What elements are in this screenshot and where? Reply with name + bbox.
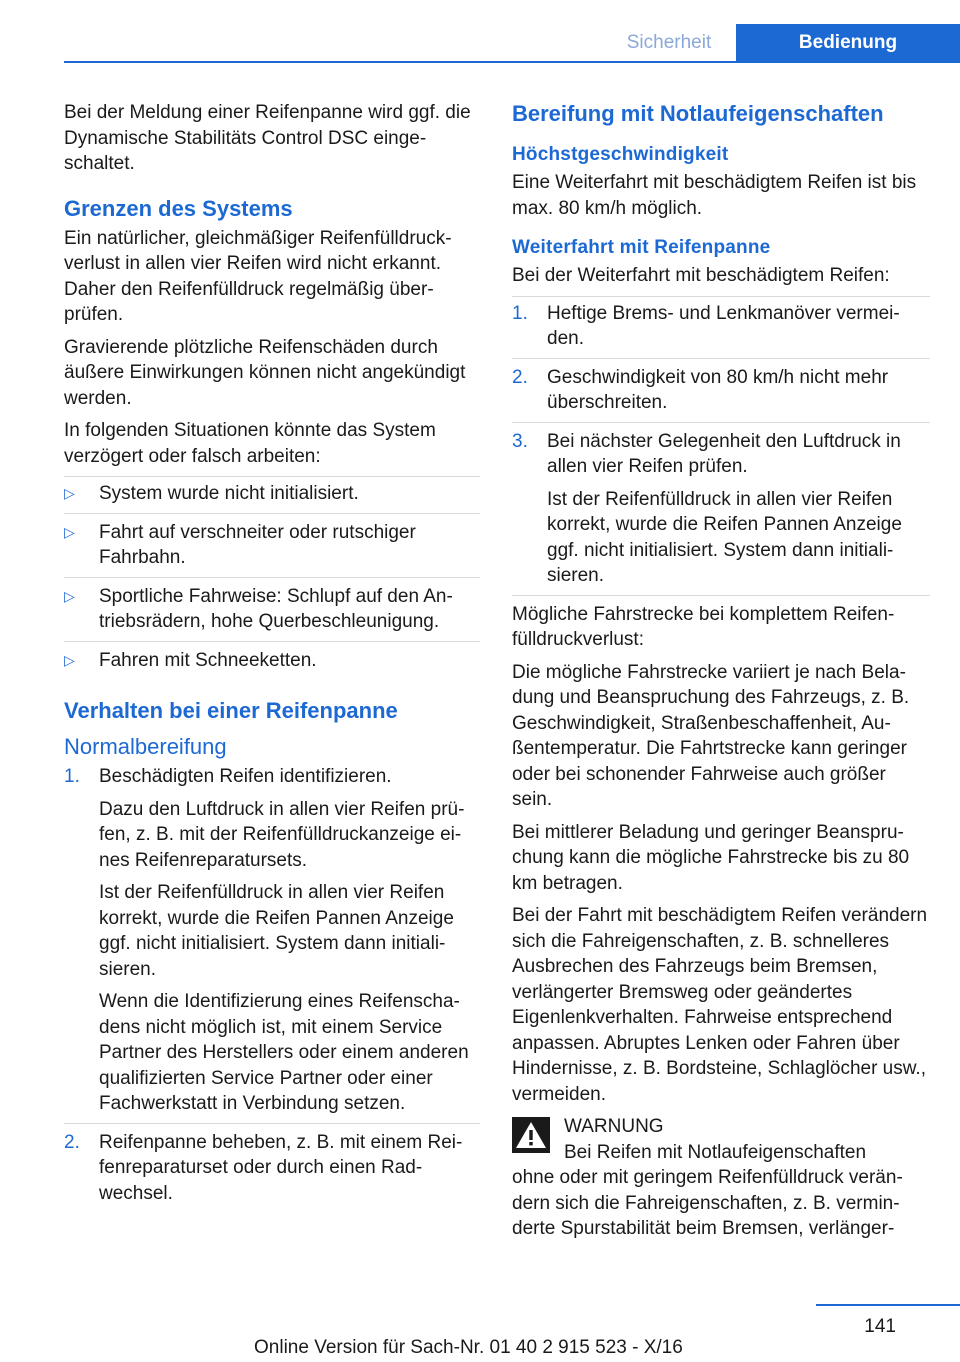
tab-bedienung[interactable]: Bedienung [736, 24, 960, 61]
step-number: 2. [64, 1131, 80, 1153]
limits-paragraph-3: In folgenden Situationen könnte das System verzögert oder falsch arbeiten: [64, 420, 436, 467]
online-version-footer: Online Version für Sach-Nr. 01 40 2 915 523 - X/16 [254, 1337, 683, 1358]
step-text: Beschädigten Reifen identifizieren. [99, 766, 392, 787]
triangle-bullet-icon: ▷ [64, 523, 75, 540]
list-item [64, 481, 480, 514]
intro-paragraph: Bei der Meldung einer Reifenpanne wird ggf. die Dynamische Stabilitäts Control DSC eingeschaltet. [64, 102, 471, 174]
step-number: 1. [512, 302, 528, 324]
step-text: Reifenpanne beheben, z. B. mit einem Reifenreparaturset oder durch einen Radwechsel. [99, 1131, 463, 1204]
step-subtext: Wenn die Identifizierung eines Reifenschadens nicht möglich ist, mit einem Service Partner des Herstellers oder einem anderen qualifizierten Service Partner oder einer Fachwerkstatt in Verbindung setzen. [99, 991, 469, 1114]
list-item [512, 301, 930, 359]
warning-title: WARNUNG [564, 1116, 664, 1137]
list-item [64, 584, 480, 642]
triangle-bullet-icon: ▷ [64, 651, 75, 668]
list-item [512, 429, 930, 596]
handling-paragraph: Bei der Fahrt mit beschädigtem Reifen verändern sich die Fahreigenschaften, z. B. schnelleres Ausbrechen des Fahrzeugs beim Bremsen, verlängerter Bremsweg oder geändertes Eigenlenkverhalten. Fahrweise entsprechend anpassen. Abruptes Lenken oder Fahren über Hindernisse, z. B. Bordsteine, Schlaglöcher usw., vermeiden. [512, 905, 928, 1105]
step-number: 2. [512, 366, 528, 388]
limits-bullet-list [64, 476, 480, 679]
step-subtext: Dazu den Luftdruck in allen vier Reifen prüfen, z. B. mit der Reifenfülldruckanzeige eines Reifenreparatursets. [99, 798, 465, 871]
heading-reifenpanne: Verhalten bei einer Reifenpanne [64, 698, 398, 723]
page-number: 141 [864, 1316, 896, 1337]
step-number: 3. [512, 430, 528, 452]
step-text: Heftige Brems- und Lenkmanöver vermeiden. [547, 302, 900, 349]
step-text: Bei nächster Gelegenheit den Luftdruck in allen vier Reifen prüfen. [547, 430, 901, 477]
limits-paragraph-1: Ein natürlicher, gleichmäßiger Reifenfülldruckverlust in allen vier Reifen wird nicht erkannt. Daher den Reifenfülldruck regelmäßig überprüfen. [64, 227, 452, 325]
heading-grenzen: Grenzen des Systems [64, 195, 293, 221]
warning-text: ohne oder mit geringem Reifenfülldruck verändern sich die Fahreigenschaften, z. B. verminderte Spurstabilität beim Bremsen, verlänger- [512, 1167, 903, 1239]
distance-paragraph-1: Die mögliche Fahrstrecke variiert je nach Beladung und Beanspruchung des Fahrzeugs, z. B. Geschwindigkeit, Straßenbeschaffenheit, Außentemperatur. Die Fahrtstrecke kann geringer oder bei schonender Fahrweise auch größer sein. [512, 661, 910, 810]
warning-text-first-line: Bei Reifen mit Notlaufeigenschaften [564, 1141, 867, 1163]
tab-sicherheit[interactable]: Sicherheit [626, 32, 712, 53]
heading-hoechstgeschwindigkeit: Höchstgeschwindigkeit [512, 144, 729, 165]
list-item [64, 648, 480, 680]
footer-rule [816, 1304, 960, 1306]
triangle-bullet-icon: ▷ [64, 485, 75, 501]
step-subtext: Ist der Reifenfülldruck in allen vier Reifen korrekt, wurde die Reifen Pannen Anzeige ggf. nicht initialisiert. System dann initialisieren. [547, 488, 902, 586]
distance-label: Mögliche Fahrstrecke bei komplettem Reifenfülldruckverlust: [512, 603, 895, 650]
header-rule [64, 61, 960, 63]
left-column [64, 100, 480, 1218]
normal-steps-list [64, 764, 480, 1212]
heading-normalbereifung: Normalbereifung [64, 734, 227, 759]
limits-paragraph-2: Gravierende plötzliche Reifenschäden durch äußere Einwirkungen können nicht angekündigt werden. [64, 336, 466, 409]
list-item [64, 520, 480, 578]
heading-weiterfahrt: Weiterfahrt mit Reifenpanne [512, 237, 771, 258]
maxspeed-paragraph: Eine Weiterfahrt mit beschädigtem Reifen ist bis max. 80 km/h möglich. [512, 172, 917, 219]
list-item [64, 764, 480, 1124]
bullet-text: Sportliche Fahrweise: Schlupf auf den Antriebsrädern, hohe Querbeschleunigung. [99, 585, 453, 632]
list-item [512, 365, 930, 423]
continue-steps-list [512, 296, 930, 596]
heading-notlauf: Bereifung mit Notlaufeigenschaften [512, 101, 884, 126]
list-item [64, 1130, 480, 1213]
warning-triangle-icon [512, 1117, 550, 1153]
triangle-bullet-icon: ▷ [64, 587, 75, 604]
bullet-text: Fahren mit Schneeketten. [99, 649, 317, 671]
bullet-text: System wurde nicht initialisiert. [99, 483, 359, 504]
bullet-text: Fahrt auf verschneiter oder rutschiger Fahrbahn. [99, 521, 416, 568]
step-subtext: Ist der Reifenfülldruck in allen vier Reifen korrekt, wurde die Reifen Pannen Anzeige ggf. nicht initialisiert. System dann initialisieren. [99, 882, 454, 980]
continue-intro: Bei der Weiterfahrt mit beschädigtem Reifen: [512, 265, 890, 286]
step-number: 1. [64, 766, 80, 787]
right-column [512, 100, 930, 1249]
warning-box [512, 1114, 930, 1165]
step-text: Geschwindigkeit von 80 km/h nicht mehr überschreiten. [547, 366, 889, 413]
distance-paragraph-2: Bei mittlerer Beladung und geringer Beanspruchung kann die mögliche Fahrstrecke bis zu 80 km betragen. [512, 821, 910, 894]
